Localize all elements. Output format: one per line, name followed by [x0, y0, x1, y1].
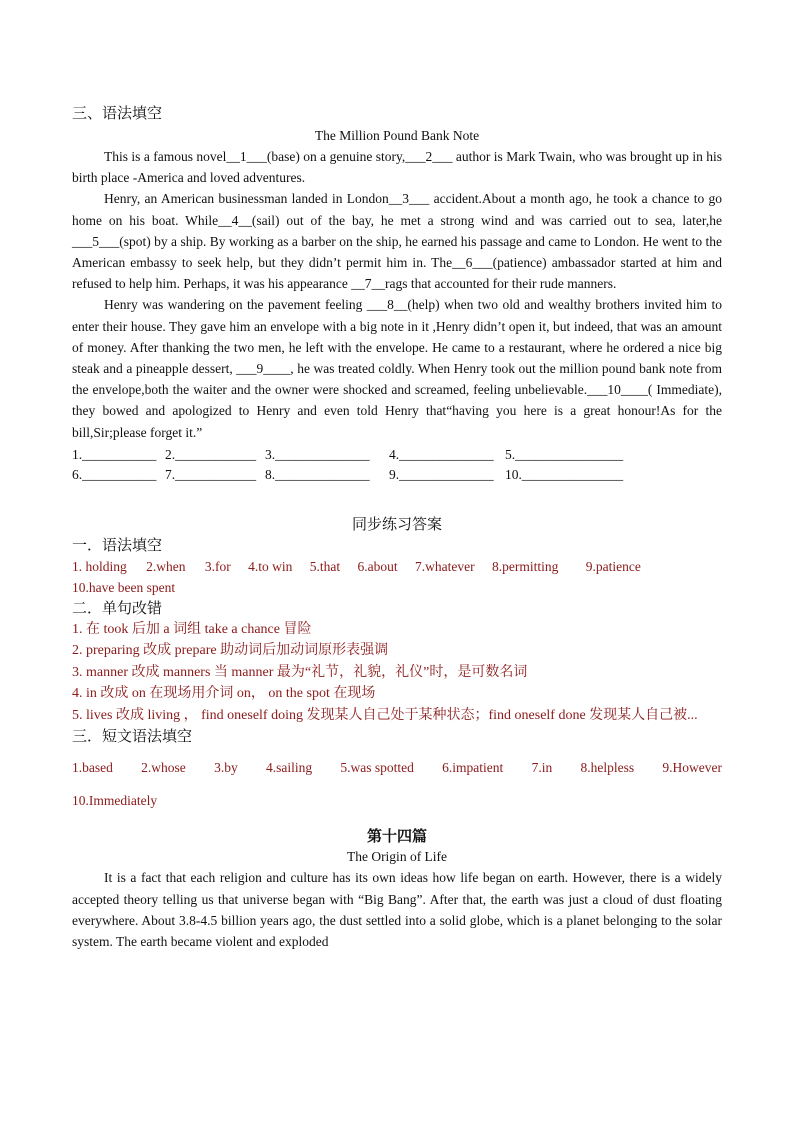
- answers-part1-line: 10.have been spent: [72, 579, 176, 595]
- correction-line-4: 4. in 改成 on 在现场用介词 on， on the spot 在现场: [72, 686, 376, 702]
- answer-item: 8.permitting: [492, 558, 559, 574]
- answer-item: 2.whose: [141, 760, 186, 776]
- answer-item: 1.based: [72, 760, 113, 776]
- answer-item: 5.was spotted: [340, 760, 414, 776]
- answer-item: 9.However: [662, 760, 722, 776]
- answers-part1-heading: 一．语法填空: [72, 535, 163, 554]
- answer-blank[interactable]: 1.___________: [72, 446, 157, 462]
- part14-subtitle: The Origin of Life: [346, 849, 448, 865]
- answer-item: 3.by: [214, 760, 238, 776]
- answers-title: 同步练习答案: [351, 514, 442, 533]
- answer-item: 8.helpless: [580, 760, 635, 776]
- answer-item: 6.about: [357, 558, 398, 574]
- answer-blank[interactable]: 3.______________: [265, 446, 370, 462]
- answer-blank[interactable]: 6.___________: [72, 466, 157, 482]
- answer-item: 4.sailing: [265, 760, 313, 776]
- answer-item: 2.when: [146, 558, 186, 574]
- answer-item: 7.whatever: [415, 558, 475, 574]
- answer-item: 3.for: [204, 558, 231, 574]
- answer-blank[interactable]: 10._______________: [505, 466, 624, 482]
- answer-item: 4.to win: [248, 558, 293, 574]
- answer-blank[interactable]: 9.______________: [389, 466, 494, 482]
- answers-part2-heading: 二．单句改错: [72, 598, 163, 617]
- answers-part3-heading: 三．短文语法填空: [72, 727, 193, 746]
- answer-blank[interactable]: 4.______________: [389, 446, 494, 462]
- answer-blank[interactable]: 2.____________: [165, 446, 257, 462]
- document-page: [72, 102, 722, 952]
- story-paragraph-1: This is a famous novel__1___(base) on a genuine story,___2___ author is Mark Twain, who was brought up in his birth place -America and loved adventures.: [72, 149, 722, 186]
- part14-title: 第十四篇: [366, 827, 427, 846]
- part14-paragraph: It is a fact that each religion and culture has its own ideas how life began on earth. However, there is a widely accepted theory telling us that universe began with “Big Bang”. After that, the earth was just a cloud of dust floating everywhere. About 3.8-4.5 billion years ago, the dust settled into a solid globe, which is a planet belonging to the solar system. The earth became violent and exploded: [72, 870, 722, 949]
- answers-part3-line: 10.Immediately: [72, 793, 158, 809]
- story-paragraph-3: Henry was wandering on the pavement feeling ___8__(help) when two old and wealthy brothers invited him to enter their house. They gave him an envelope with a big note in it ,Henry didn’t open it, but indeed, that was an amount of money. After thanking the two men, he left with the envelope. He came to a restaurant, where he ordered a nice big steak and a pineapple dessert, ___9____, he was treated coldly. When Henry took out the million pound bank note from the envelope,both the waiter and the owner were shocked and screamed, feeling unbelievable.___10____( Immediate), they bowed and apologized to Henry and even told Henry that“having you here is a great honour!As for the bill,Sir;please forget it.”: [72, 297, 722, 440]
- answer-blank[interactable]: 5.________________: [505, 446, 624, 462]
- story-title: The Million Pound Bank Note: [314, 128, 480, 143]
- correction-line-1: 1. 在 took 后加 a 词组 take a chance 冒险: [72, 621, 312, 637]
- correction-line-2: 2. preparing 改成 prepare 助动词后加动词原形表强调: [72, 643, 389, 659]
- answer-item: 6.impatient: [442, 760, 504, 776]
- answer-item: 9.patience: [585, 558, 641, 574]
- answer-item: 5.that: [309, 558, 341, 574]
- section-heading: 三、语法填空: [72, 104, 163, 122]
- answers-part3-line: [72, 757, 722, 778]
- story-paragraph-2: Henry, an American businessman landed in London__3___ accident.About a month ago, he took a chance to go home on his boat. While__4__(sail) out of the bay, he met a strong wind and was carried out to sea, later,he ___5___(spot) by a ship. By working as a barber on the ship, he earned his passage and came to London. He went to the American embassy to seek help, but they didn’t permit him in. The__6___(patience) ambassador started at him and refused to help him. Perhaps, it was his appearance __7__rags that accounted for their rude manners.: [72, 191, 722, 292]
- answer-item: 7.in: [531, 760, 553, 776]
- answer-blank[interactable]: 7.____________: [165, 466, 257, 482]
- correction-line-3: 3. manner 改成 manners 当 manner 最为“礼节，礼貌，礼仪”时，是可数名词: [72, 664, 528, 680]
- answers-part1-line: [72, 556, 722, 577]
- answer-blank[interactable]: 8.______________: [265, 466, 370, 482]
- answer-blank-row: [72, 445, 722, 465]
- answer-item: 1. holding: [72, 558, 127, 574]
- correction-line-5: 5. lives 改成 living ， find oneself doing 发现某人自己处于某种状态；find oneself done 发现某人自己被...: [72, 707, 698, 723]
- answer-blank-row: [72, 465, 722, 485]
